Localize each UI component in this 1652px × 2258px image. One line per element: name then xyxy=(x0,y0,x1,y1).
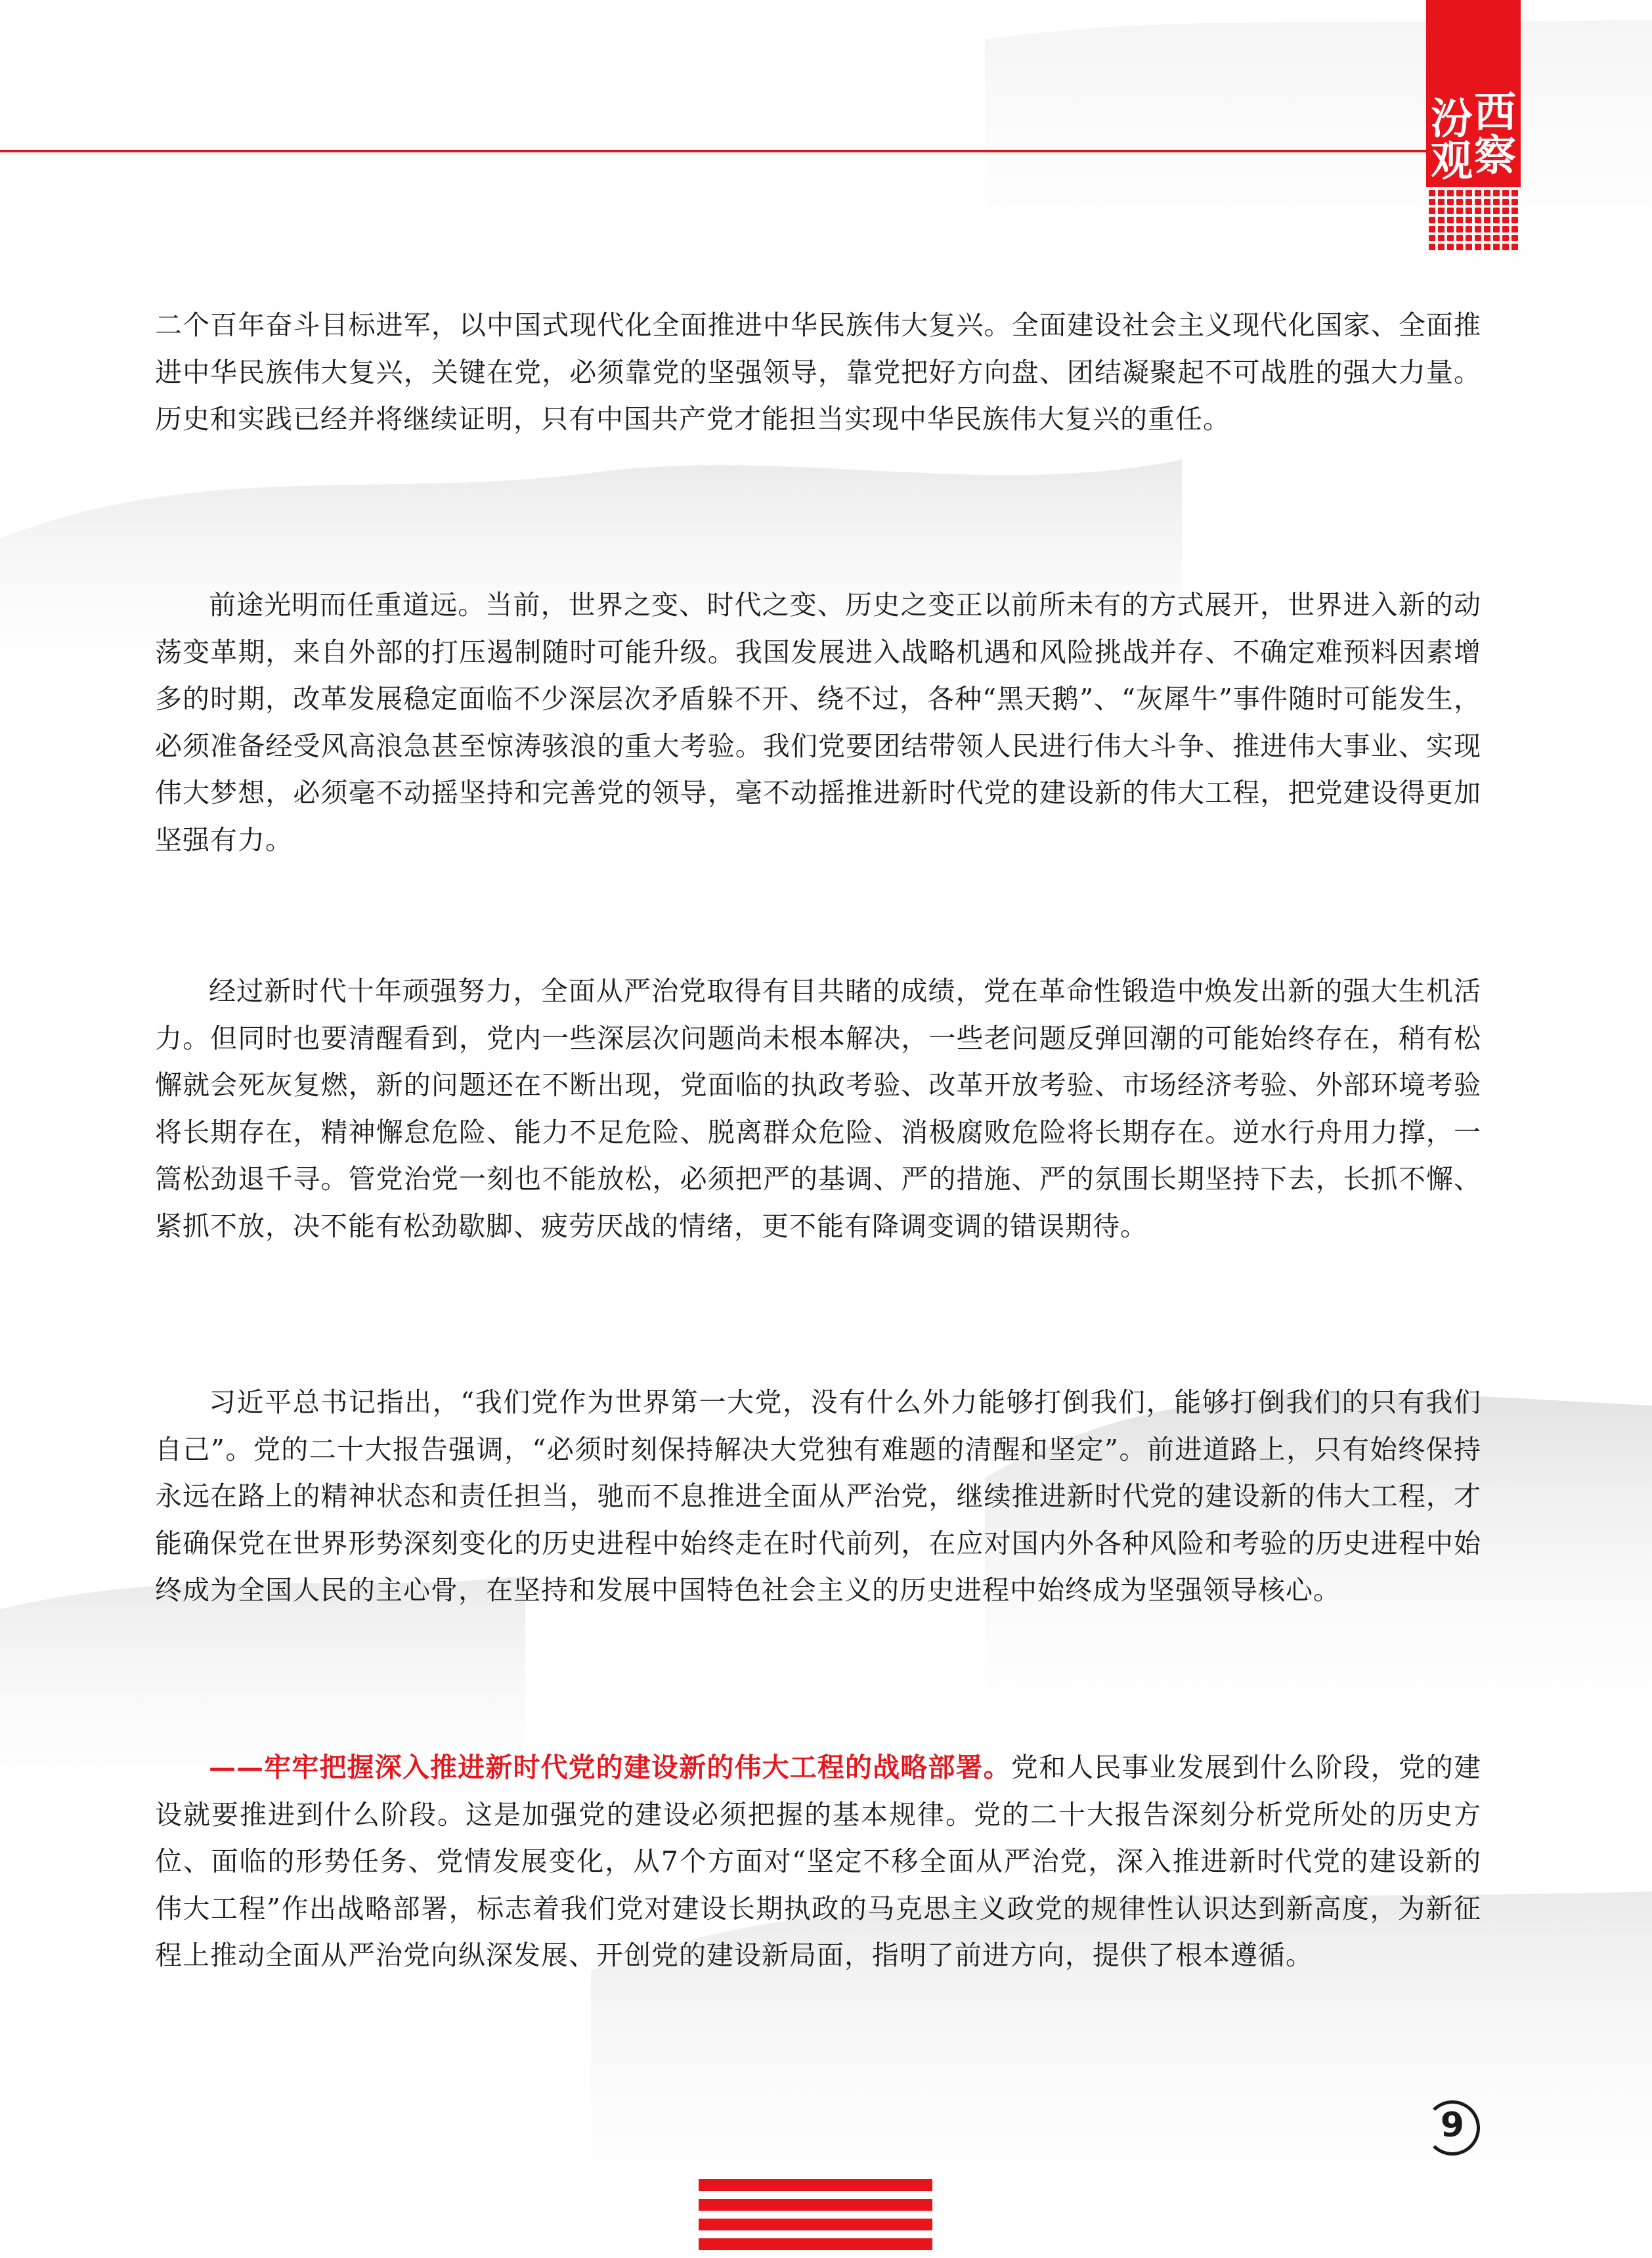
paragraph-text: 经过新时代十年顽强努力，全面从严治党取得有目共睹的成绩，党在革命性锻造中焕发出新的强大生机活力。但同时也要清醒看到，党内一些深层次问题尚未根本解决，一些老问题反弹回潮的可能始终存在，稍有松懈就会死灰复燃，新的问题还在不断出现，党面临的执政考验、改革开放考验、市场经济考验、外部环境考验将长期存在，精神懈怠危险、能力不足危险、脱离群众危险、消极腐败危险将长期存在。逆水行舟用力撑，一篙松劲退千寻。管党治党一刻也不能放松，必须把严的基调、严的措施、严的氛围长期坚持下去，长抓不懈、紧抓不放，决不能有松劲歇脚、疲劳厌战的情绪，更不能有降调变调的错误期待。 xyxy=(155,975,1481,1242)
header-rule xyxy=(0,150,1426,152)
paragraph-text: 党和人民事业发展到什么阶段，党的建设就要推进到什么阶段。这是加强党的建设必须把握的基本规律。党的二十大报告深刻分析党所处的历史方位、面临的形势任务、党情发展变化，从7个方面对“坚定不移全面从严治党，深入推进新时代党的建设新的伟大工程”作出战略部署，标志着我们党对建设长期执政的马克思主义政党的规律性认识达到新高度，为新征程上推动全面从严治党向纵深发展、开创党的建设新局面，指明了前进方向，提供了根本遵循。 xyxy=(155,1752,1482,1971)
section-lead-heading: ——牢牢把握深入推进新时代党的建设新的伟大工程的战略部署。 xyxy=(209,1752,1011,1783)
logo-char: 汾 xyxy=(1431,95,1473,144)
logo-dot-grid xyxy=(1426,187,1521,253)
page-number-badge xyxy=(1425,2100,1479,2154)
paragraph-text: 二个百年奋斗目标进军，以中国式现代化全面推进中华民族伟大复兴。全面建设社会主义现代化国家、全面推进中华民族伟大复兴，关键在党，必须靠党的坚强领导，靠党把好方向盘、团结凝聚起不可战胜的强大力量。历史和实践已经并将继续证明，只有中国共产党才能担当实现中华民族伟大复兴的重任。 xyxy=(155,309,1481,435)
paragraph xyxy=(155,968,1481,1250)
paragraph-text: 习近平总书记指出，“我们党作为世界第一大党，没有什么外力能够打倒我们，能够打倒我们的只有我们自己”。党的二十大报告强调，“必须时刻保持解决大党独有难题的清醒和坚定”。前进道路上，只有始终保持永远在路上的精神状态和责任担当，驰而不息推进全面从严治党，继续推进新时代党的建设新的伟大工程，才能确保党在世界形势深刻变化的历史进程中始终走在时代前列，在应对国内外各种风险和考验的历史进程中始终成为全国人民的主心骨，在坚持和发展中国特色社会主义的历史进程中始终成为坚强领导核心。 xyxy=(155,1386,1481,1606)
paragraph xyxy=(155,1379,1481,1614)
logo-char: 察 xyxy=(1474,132,1516,181)
page-number: 9 xyxy=(1440,2106,1465,2145)
paragraph xyxy=(155,302,1481,443)
paragraph xyxy=(155,1744,1481,1980)
logo-red-panel xyxy=(1426,0,1521,187)
logo-char: 西 xyxy=(1474,89,1516,137)
logo-char: 观 xyxy=(1431,137,1473,186)
magazine-logo xyxy=(1426,0,1521,253)
footer-stripes xyxy=(699,2179,932,2258)
paragraph-text: 前途光明而任重道远。当前，世界之变、时代之变、历史之变正以前所未有的方式展开，世界进入新的动荡变革期，来自外部的打压遏制随时可能升级。我国发展进入战略机遇和风险挑战并存、不确定难预料因素增多的时期，改革发展稳定面临不少深层次矛盾躲不开、绕不过，各种“黑天鹅”、“灰犀牛”事件随时可能发生，必须准备经受风高浪急甚至惊涛骇浪的重大考验。我们党要团结带领人民进行伟大斗争、推进伟大事业、实现伟大梦想，必须毫不动摇坚持和完善党的领导，毫不动摇推进新时代党的建设新的伟大工程，把党建设得更加坚强有力。 xyxy=(155,589,1481,856)
paragraph xyxy=(155,582,1481,864)
